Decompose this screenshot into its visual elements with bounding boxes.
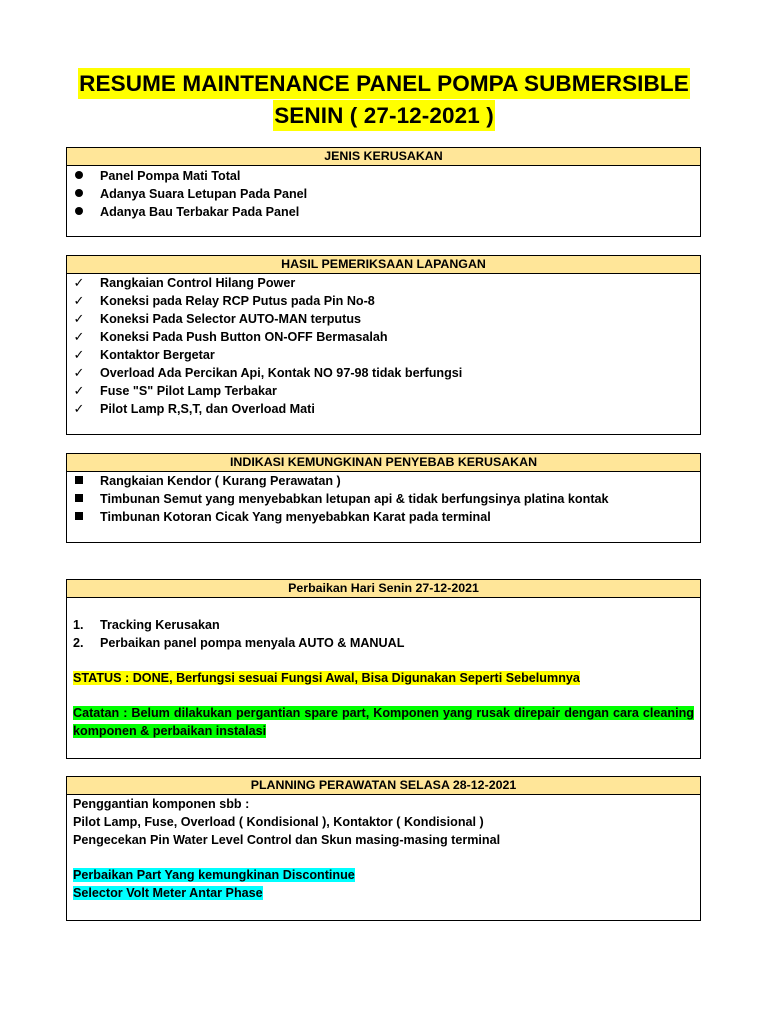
list-item: Adanya Bau Terbakar Pada Panel	[67, 203, 700, 221]
planning-highlight-line: Perbaikan Part Yang kemungkinan Discontinue	[73, 868, 355, 882]
list-item: Timbunan Kotoran Cicak Yang menyebabkan Karat pada terminal	[67, 508, 700, 526]
step-item: 1. Tracking Kerusakan	[73, 618, 220, 632]
planning-section	[66, 776, 701, 921]
jenis-kerusakan-header: JENIS KERUSAKAN	[67, 148, 700, 166]
status-text: STATUS : DONE, Berfungsi sesuai Fungsi Awal, Bisa Digunakan Seperti Sebelumnya	[73, 671, 580, 685]
catatan-block	[73, 704, 700, 740]
perbaikan-section	[66, 579, 701, 759]
step-item: 2. Perbaikan panel pompa menyala AUTO & MANUAL	[73, 636, 405, 650]
perbaikan-header: Perbaikan Hari Senin 27-12-2021	[67, 580, 700, 598]
bullet-square-icon	[72, 472, 86, 490]
list-item: ✓ Fuse "S" Pilot Lamp Terbakar	[73, 383, 277, 398]
list-item: ✓ Kontaktor Bergetar	[73, 347, 215, 362]
check-icon: ✓	[73, 383, 85, 398]
list-item: Timbunan Semut yang menyebabkan letupan api & tidak berfungsinya platina kontak	[67, 490, 700, 508]
check-icon: ✓	[73, 347, 85, 362]
list-item: ✓ Rangkaian Control Hilang Power	[73, 275, 296, 290]
list-item: ✓ Overload Ada Percikan Api, Kontak NO 97-98 tidak berfungsi	[73, 365, 463, 380]
list-item: ✓ Pilot Lamp R,S,T, dan Overload Mati	[73, 401, 315, 416]
planning-body	[67, 795, 700, 902]
bullet-dot-icon	[72, 167, 86, 185]
indikasi-header: INDIKASI KEMUNGKINAN PENYEBAB KERUSAKAN	[67, 454, 700, 472]
list-item: Panel Pompa Mati Total	[67, 167, 700, 185]
document-title	[0, 68, 768, 131]
list-item: Adanya Suara Letupan Pada Panel	[67, 185, 700, 203]
planning-line: Penggantian komponen sbb :	[73, 797, 250, 811]
list-item: ✓ Koneksi pada Relay RCP Putus pada Pin No-8	[73, 293, 375, 308]
check-icon: ✓	[73, 311, 85, 326]
planning-line: Pilot Lamp, Fuse, Overload ( Kondisional ), Kontaktor ( Kondisional )	[73, 815, 484, 829]
list-item: Rangkaian Kendor ( Kurang Perawatan )	[67, 472, 700, 490]
status-line	[73, 669, 700, 687]
check-icon: ✓	[73, 275, 85, 290]
hasil-pemeriksaan-header: HASIL PEMERIKSAAN LAPANGAN	[67, 256, 700, 274]
check-icon: ✓	[73, 329, 85, 344]
hasil-pemeriksaan-section	[66, 255, 701, 435]
bullet-square-icon	[72, 490, 86, 508]
planning-highlight-line: Selector Volt Meter Antar Phase	[73, 886, 263, 900]
bullet-dot-icon	[72, 185, 86, 203]
jenis-kerusakan-section	[66, 147, 701, 237]
indikasi-section	[66, 453, 701, 543]
check-icon: ✓	[73, 293, 85, 308]
bullet-square-icon	[72, 508, 86, 526]
check-icon: ✓	[73, 401, 85, 416]
list-item: ✓ Koneksi Pada Selector AUTO-MAN terputus	[73, 311, 362, 326]
planning-line: Pengecekan Pin Water Level Control dan Skun masing-masing terminal	[73, 833, 501, 847]
indikasi-list	[67, 472, 700, 526]
check-icon: ✓	[73, 365, 85, 380]
title-line-1: RESUME MAINTENANCE PANEL POMPA SUBMERSIBLE	[78, 68, 690, 99]
bullet-dot-icon	[72, 203, 86, 221]
list-item: ✓ Koneksi Pada Push Button ON-OFF Bermasalah	[73, 329, 388, 344]
planning-header: PLANNING PERAWATAN SELASA 28-12-2021	[67, 777, 700, 795]
title-line-2: SENIN ( 27-12-2021 )	[273, 100, 495, 131]
perbaikan-body	[67, 598, 700, 740]
jenis-kerusakan-list	[67, 167, 700, 221]
catatan-text: Catatan : Belum dilakukan pergantian spare part, Komponen yang rusak direpair dengan cara cleaning komponen & perbaikan instalasi	[73, 706, 694, 738]
hasil-pemeriksaan-list	[67, 274, 700, 418]
